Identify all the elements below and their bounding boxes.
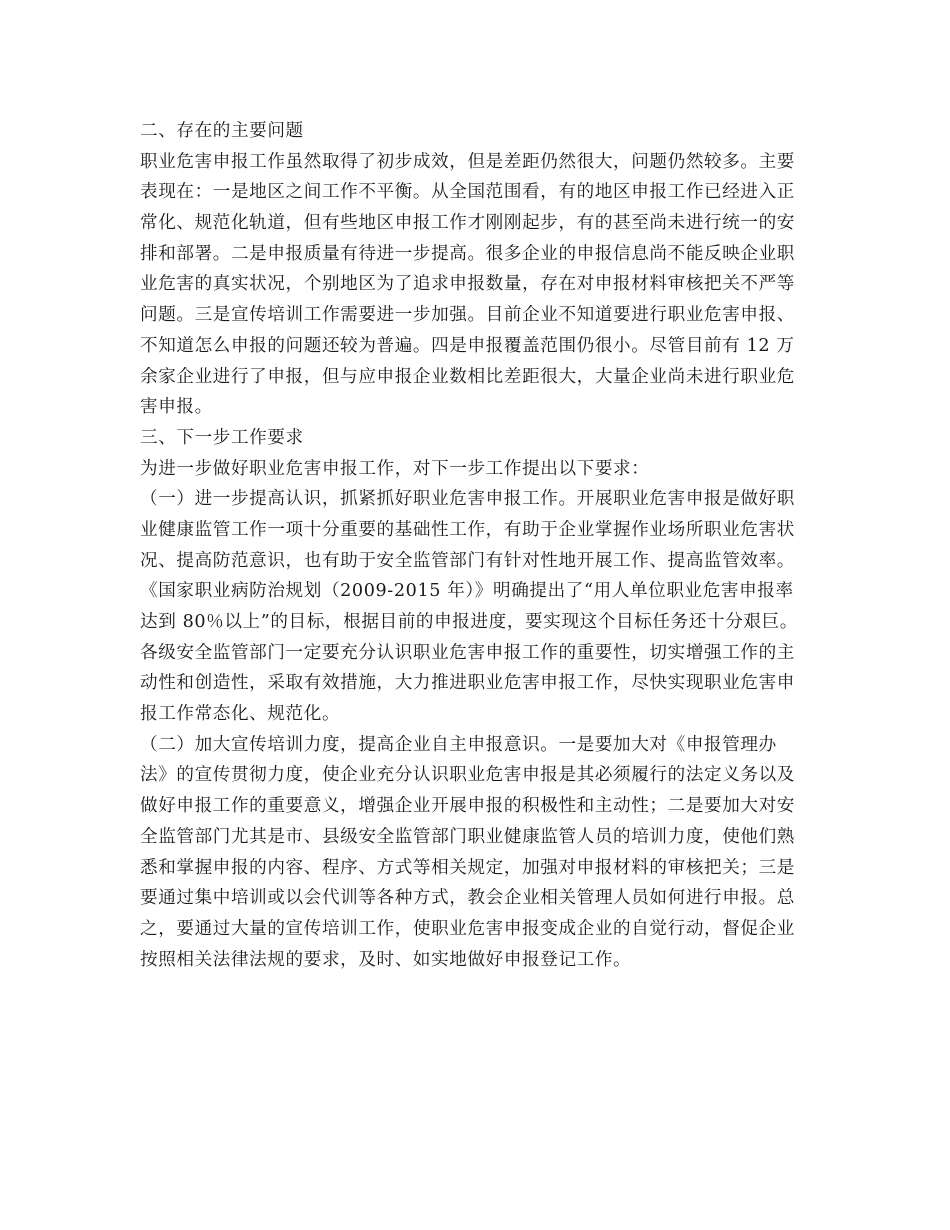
section-heading-problems: 二、存在的主要问题	[140, 121, 304, 141]
body-line: 常化、规范化轨道，但有些地区申报工作才刚刚起步，有的甚至尚未进行统一的安	[140, 213, 795, 234]
body-line: 害申报。	[140, 397, 213, 418]
body-line: 各级安全监管部门一定要充分认识职业危害申报工作的重要性，切实增强工作的主	[140, 642, 795, 663]
body-line: 《国家职业病防治规划（2009-2015 年）》明确提出了“用人单位职业危害申报率	[140, 581, 794, 602]
body-line: 业健康监管工作一项十分重要的基础性工作，有助于企业掌握作业场所职业危害状	[140, 519, 795, 540]
body-line: 动性和创造性，采取有效措施，大力推进职业危害申报工作，尽快实现职业危害申	[140, 673, 795, 694]
section-heading-next-steps: 三、下一步工作要求	[140, 427, 304, 448]
body-line: 问题。三是宣传培训工作需要进一步加强。目前企业不知道要进行职业危害申报、	[140, 305, 795, 326]
body-line: 法》的宣传贯彻力度，使企业充分认识职业危害申报是其必须履行的法定义务以及	[140, 765, 795, 786]
body-line: 悉和掌握申报的内容、程序、方式等相关规定，加强对申报材料的审核把关；三是	[140, 857, 795, 878]
body-line: 报工作常态化、规范化。	[140, 704, 341, 725]
body-line: 况、提高防范意识，也有助于安全监管部门有针对性地开展工作、提高监管效率。	[140, 550, 795, 571]
body-line: 之，要通过大量的宣传培训工作，使职业危害申报变成企业的自觉行动，督促企业	[140, 918, 795, 939]
body-line: （一）进一步提高认识，抓紧抓好职业危害申报工作。开展职业危害申报是做好职	[140, 489, 795, 510]
body-line: 排和部署。二是申报质量有待进一步提高。很多企业的申报信息尚不能反映企业职	[140, 243, 795, 264]
body-line: 要通过集中培训或以会代训等各种方式，教会企业相关管理人员如何进行申报。总	[140, 888, 795, 909]
body-line: （二）加大宣传培训力度，提高企业自主申报意识。一是要加大对《申报管理办	[140, 734, 777, 755]
document-body	[140, 116, 830, 975]
body-line: 不知道怎么申报的问题还较为普遍。四是申报覆盖范围仍很小。尽管目前有 12 万	[140, 335, 795, 356]
body-line: 按照相关法律法规的要求，及时、如实地做好申报登记工作。	[140, 949, 632, 970]
body-line: 做好申报工作的重要意义，增强企业开展申报的积极性和主动性；二是要加大对安	[140, 796, 795, 817]
body-line: 余家企业进行了申报，但与应申报企业数相比差距很大，大量企业尚未进行职业危	[140, 366, 795, 387]
body-line: 表现在：一是地区之间工作不平衡。从全国范围看，有的地区申报工作已经进入正	[140, 182, 795, 203]
body-line: 业危害的真实状况，个别地区为了追求申报数量，存在对申报材料审核把关不严等	[140, 274, 795, 295]
body-line: 职业危害申报工作虽然取得了初步成效，但是差距仍然很大，问题仍然较多。主要	[140, 151, 795, 172]
body-line: 达到 80％以上”的目标，根据目前的申报进度，要实现这个目标任务还十分艰巨。	[140, 612, 798, 632]
body-line: 全监管部门尤其是市、县级安全监管部门职业健康监管人员的培训力度，使他们熟	[140, 826, 795, 847]
body-line: 为进一步做好职业危害申报工作，对下一步工作提出以下要求：	[140, 458, 650, 479]
